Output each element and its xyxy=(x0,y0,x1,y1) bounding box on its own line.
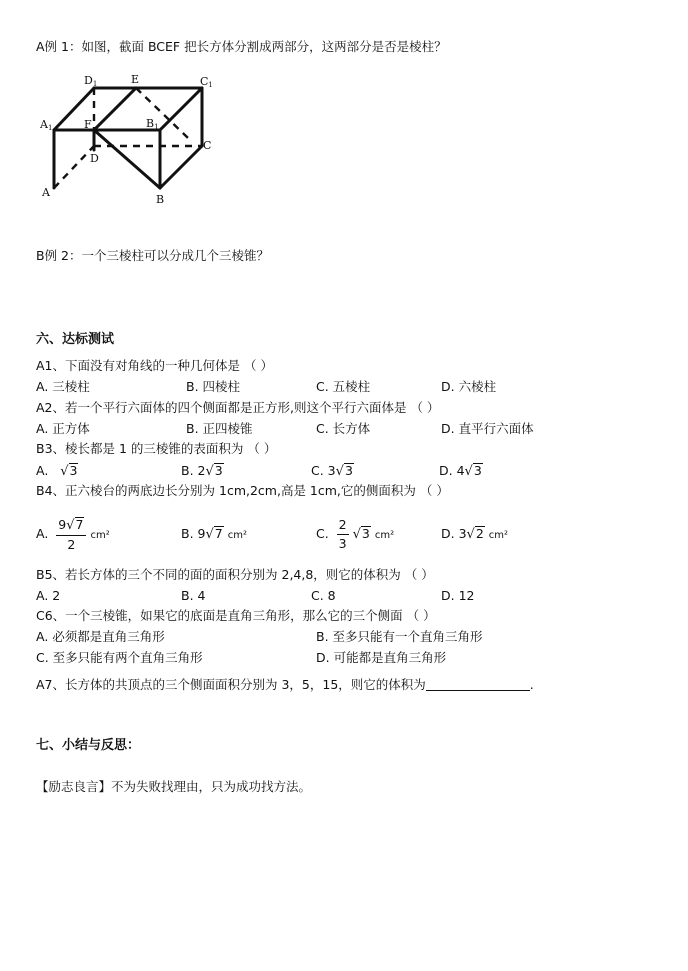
question-a1-option-a: A. 三棱柱 xyxy=(36,379,90,394)
question-b4-option-b: B. 9√7 cm² xyxy=(181,526,247,542)
label-b: B xyxy=(156,193,165,206)
label-a: A xyxy=(42,186,50,199)
question-a1-option-d: D. 六棱柱 xyxy=(441,379,497,394)
label-b1: B1 xyxy=(146,117,159,131)
question-c6-option-a: A. 必须都是直角三角形 xyxy=(36,629,165,644)
question-b5-stem: B5、若长方体的三个不同的面的面积分别为 2,4,8，则它的体积为 （ ） xyxy=(36,567,434,582)
question-c6-option-c: C. 至多只能有两个直角三角形 xyxy=(36,650,203,665)
question-a2-option-c: C. 长方体 xyxy=(316,421,371,436)
question-a2-option-d: D. 直平行六面体 xyxy=(441,421,534,436)
question-b5-option-b: B. 4 xyxy=(181,588,206,603)
question-a1-option-b: B. 四棱柱 xyxy=(186,379,241,394)
example-2-text: B例 2：一个三棱柱可以分成几个三棱锥？ xyxy=(36,248,270,263)
question-b5-option-c: C. 8 xyxy=(311,588,336,603)
label-d: D xyxy=(90,152,99,165)
label-d1: D1 xyxy=(84,74,98,88)
label-e: E xyxy=(131,73,140,86)
question-c6-option-d: D. 可能都是直角三角形 xyxy=(316,650,447,665)
edge-b1-c1 xyxy=(160,88,202,130)
question-c6-stem: C6、一个三棱锥，如果它的底面是直角三角形，那么它的三个侧面 （ ） xyxy=(36,608,436,623)
question-b3-option-d: D. 4√3 xyxy=(439,463,482,479)
question-b5-option-a: A. 2 xyxy=(36,588,61,603)
section-7-title: 七、小结与反思： xyxy=(36,738,141,753)
question-b4-option-c: C. $\frac{2}{3}$ √3 cm² xyxy=(316,517,395,551)
example-1-text: A例 1：如图，截面 BCEF 把长方体分割成两部分，这两部分是否是棱柱？ xyxy=(36,39,447,54)
question-c6-option-b: B. 至多只能有一个直角三角形 xyxy=(316,629,483,644)
question-a7: A7、长方体的共顶点的三个侧面面积分别为 3，5，15，则它的体积为 . xyxy=(36,677,534,692)
motto-text: 【励志良言】不为失败找理由，只为成功找方法。 xyxy=(36,779,312,794)
question-a7-stem: A7、长方体的共顶点的三个侧面面积分别为 3，5，15，则它的体积为 xyxy=(36,677,426,692)
question-a1-option-c: C. 五棱柱 xyxy=(316,379,371,394)
question-a2-stem: A2、若一个平行六面体的四个侧面都是正方形,则这个平行六面体是 （ ） xyxy=(36,400,440,415)
question-b4-option-a: A. $\frac{9√7}{2}$ cm² xyxy=(36,516,110,552)
label-c: C xyxy=(203,139,212,152)
label-c1: C1 xyxy=(200,75,213,89)
cuboid-figure xyxy=(36,70,236,210)
edge-f-b xyxy=(94,130,160,188)
question-a1-stem: A1、下面没有对角线的一种几何体是 （ ） xyxy=(36,358,273,373)
question-a2-option-b: B. 正四棱锥 xyxy=(186,421,253,436)
section-6-title: 六、达标测试 xyxy=(36,332,115,347)
question-b3-stem: B3、棱长都是 1 的三棱锥的表面积为 （ ） xyxy=(36,441,277,456)
question-b4-option-d: D. 3√2 cm² xyxy=(441,526,509,542)
question-b5-option-d: D. 12 xyxy=(441,588,475,603)
question-b3-option-a: A. √3 xyxy=(36,463,78,479)
question-b3-option-c: C. 3√3 xyxy=(311,463,353,479)
question-b4-stem: B4、正六棱台的两底边长分别为 1cm,2cm,高是 1cm,它的侧面积为 （ ） xyxy=(36,483,449,498)
label-a1: A1 xyxy=(40,118,53,132)
label-f: F xyxy=(84,118,92,131)
answer-blank[interactable] xyxy=(426,677,530,691)
edge-f-e xyxy=(94,88,136,130)
question-a2-option-a: A. 正方体 xyxy=(36,421,90,436)
hidden-edge-a-d xyxy=(54,146,94,188)
edge-b-c xyxy=(160,146,202,188)
question-b3-option-b: B. 2√3 xyxy=(181,463,223,479)
